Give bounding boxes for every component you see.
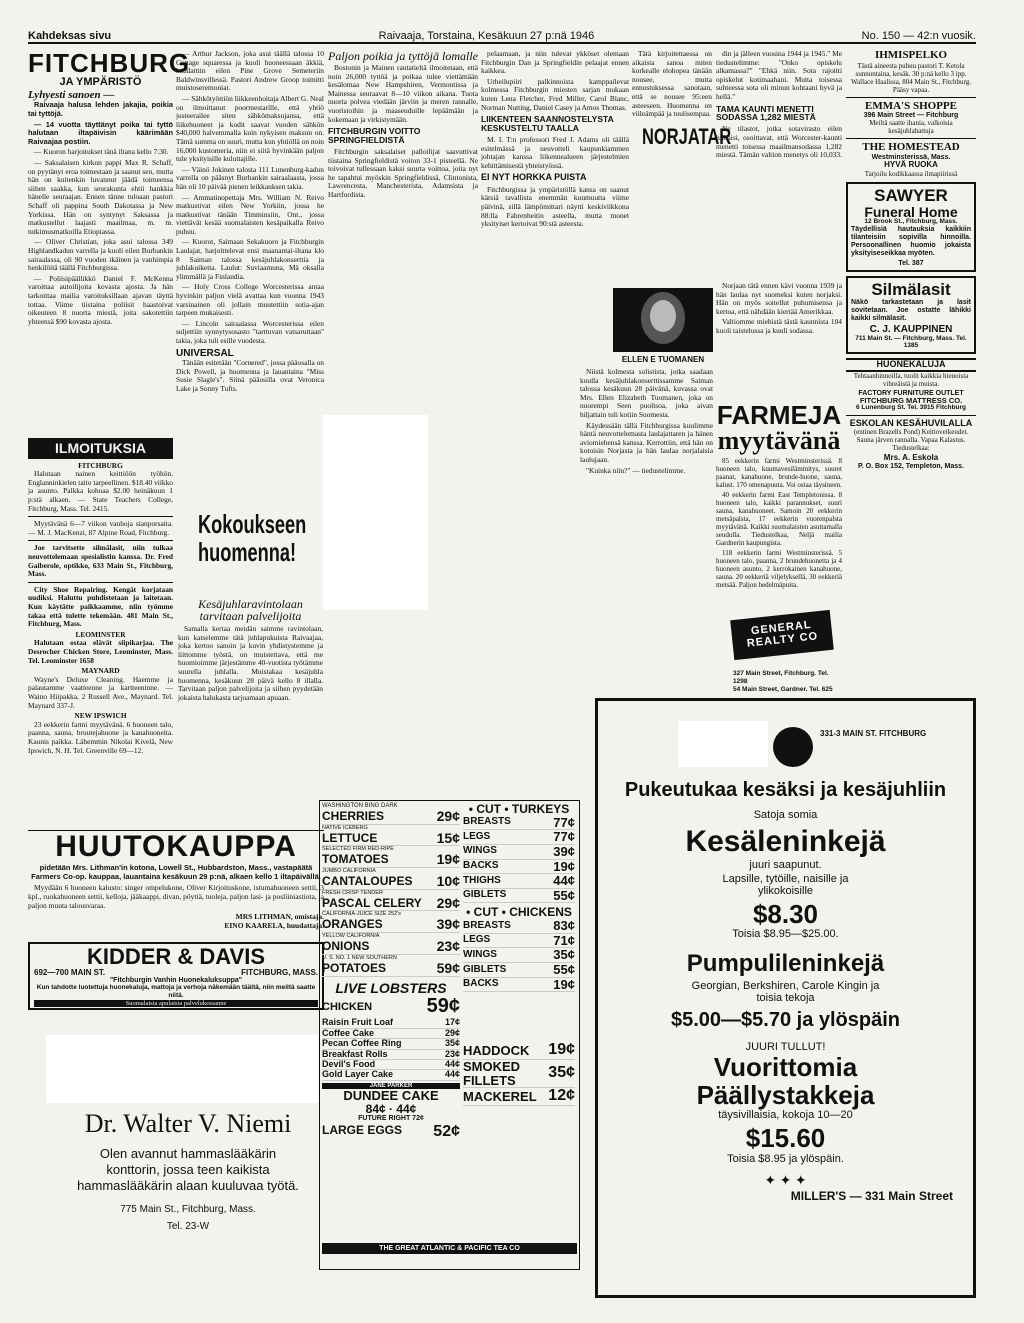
item-note: U. S. NO. 1 NEW SOUTHERN xyxy=(322,954,397,961)
millers-stars: ✦ ✦ ✦ xyxy=(764,1173,807,1189)
news-item: — Ammatinopettaja Mrs. William N. Reivo matkustivat eilen New Yorkiin, jossa he matkustivat tänään Timminsiin, Ont., jossa viettävät kesää suomalaisten kesäpaikalla Reivo puhuu. xyxy=(176,192,324,236)
ap-produce-list xyxy=(322,803,460,1243)
item-price: 44¢ xyxy=(444,1069,460,1080)
news-item: — Oliver Christian, joka asui talossa 349 Highlandkadun varrella ja kuoli eilen Burbankin sairaalassa, oli 90 vuoden ikäinen ja vanhimpia henkilöitä täällä Fitchburgissa. xyxy=(28,237,173,273)
news-item: Niistä kolmesta solistista, jotka saadaan kuulla kesäjuhlakonserttissamme Saiman talossa kesäkuun 28 päivänä, kuvassa ovat Mrs. Ellen Elizabeth Tuomanen, joka on nuorempi Seen puolisoa, joka aivan hiljattain tuli kotiin Suomesta. xyxy=(580,367,713,419)
item-name: POTATOES xyxy=(322,960,387,975)
headline-vacation: Paljon poikia ja tyttöjä lomalle xyxy=(328,49,478,63)
price-row xyxy=(322,1070,460,1080)
price-row xyxy=(463,1088,575,1106)
ad-heading: HUONEKALUJA xyxy=(846,358,976,371)
price-row xyxy=(463,830,575,845)
millers-price-cotton: $5.00—$5.70 ja ylöspäin xyxy=(670,1009,901,1032)
ad-heading: SAWYER xyxy=(874,185,948,205)
auction-caller: EINO KAARELA, huudattaja. xyxy=(224,921,324,930)
item-name: BACKS xyxy=(463,978,499,990)
item-name: CHERRIES xyxy=(322,809,385,824)
ad-heading: Silmälasit xyxy=(871,280,951,300)
classified-heading: ILMOITUKSIA xyxy=(28,438,173,459)
ap-turkey-items xyxy=(463,816,575,904)
news-item: — Saksalaisen kirkon pappi Max R. Schaff, on pyytänyt eroa toimestaan ja saanut sen, mutta hän on kuitenkin luvannut jäädä toimeensa siihen saakka, kun seurakunta ehtii hankkia hänelle seuraajan. Ennen tänne tuloaan pastori Schaff oli pappina South Dakotassa ja New Yorkissa. Hän on syntynyt Saksassa ja matkustellut laajasti maailmaa, m. m. tutkimusmatkoilla Etiopiassa. xyxy=(28,158,173,236)
item-price: 44¢ xyxy=(553,873,575,889)
price-row xyxy=(463,919,575,934)
ad-text: (entinen Brazells Pond) Keittoveikeudet. Sauna järven rannalla. Vapaa Kalastus. Tiedustelkaa: xyxy=(853,428,969,453)
item-price: 23¢ xyxy=(444,1048,460,1059)
photo-caption: ELLEN E TUOMANEN xyxy=(621,355,705,364)
column-news-6b xyxy=(716,282,842,392)
millers-logo-placeholder xyxy=(678,721,768,767)
ap-fish-items xyxy=(463,1042,575,1106)
ad-subheading: FITCHBURG MATTRESS CO. xyxy=(859,396,963,406)
millers-coats-1: Vuorittomia xyxy=(713,1052,858,1083)
ad-heading: C. J. KAUPPINEN xyxy=(869,324,953,336)
ap-eggs-price: 52¢ xyxy=(433,1122,460,1140)
item-price: 10¢ xyxy=(436,873,460,890)
ad-heading: ESKOLAN KESÄHUVILALLA xyxy=(849,417,973,428)
ap-lobster-title: LIVE LOBSTERS xyxy=(335,979,447,996)
issue-number: No. 150 — 42:n vuosik. xyxy=(861,30,976,42)
millers-new-arrival: JUURI TULLUT! xyxy=(745,1041,826,1054)
item-price: 39¢ xyxy=(553,843,575,859)
news-item: — Kuoron harjoitukset tänä iltana kello 7:30. xyxy=(34,147,169,157)
item-price: 15¢ xyxy=(436,829,460,846)
ad-heading: EMMA'S SHOPPE xyxy=(865,99,957,112)
price-row xyxy=(322,896,460,912)
headline-restaurant: Kesäjuhlaravintolaan tarvitaan palvelijoita xyxy=(198,597,303,623)
news-item: — Holy Cross College Worcesterissa antaa hyvinkin paljon vielä avattaa kun vuonna 1943 varsinainen oli jollain muutettiin sotia-ajan tarpeen mukaisesti. xyxy=(176,282,324,318)
news-item: din ja jälleen vuosina 1944 ja 1945." Me tiedustelimme: "Onko opiskelu alkamassa?" "Ehkä niin. Sota rajoitti opiskelut kotimaahani. Mutta toisessa suhteessa sota oli minun kohtaani hyvä ja hellä." xyxy=(716,49,843,101)
ad-text: Näkö tarkastetaan ja lasit sovitetaan. Joe ostatte lähikki kaikki silmälasit. xyxy=(851,299,971,323)
kidder-staff: Suomalaisia apulaisia palvelukessanne xyxy=(34,1000,318,1007)
column-soloist xyxy=(580,368,713,718)
headline-county: TAMA KAUNTI MENETTI SODASSA 1,282 MIESTÄ xyxy=(716,103,816,123)
ap-chicken-label: CHICKEN xyxy=(322,1000,373,1013)
dentist-address: 775 Main St., Fitchburg, Mass. xyxy=(120,1204,256,1215)
classified-item: NEW IPSWICH xyxy=(74,711,127,721)
item-price: 44¢ xyxy=(444,1058,460,1069)
auction-ad xyxy=(28,830,324,935)
kidder-davis-ad xyxy=(28,942,324,1010)
portrait-image xyxy=(613,288,713,352)
kidder-city: FITCHBURG, MASS. xyxy=(241,968,318,977)
ad-subheading: FACTORY FURNITURE OUTLET xyxy=(858,389,964,397)
news-item: Fitchburgin saksalaiset palloilijat saavuttivat tiistaina Springfieldistä voiton 33-1 pisteellä. Ne toivoivat tullessaan kaksi suurta voittoa, joita nyt he tapahtui myöskin Springfieldissä, Clintonista, Lawrencesta, Manchesterista, Adamsista ja Hartfordista. xyxy=(328,147,478,199)
headline-traffic: LIIKENTEEN SAANNOSTELYSTA KESKUSTELTU TAALLA xyxy=(481,114,614,134)
millers-cotton-dresses: Pumpulileninkejä xyxy=(686,950,885,978)
ad-text: Tehtaanhinnoilla, tuolit kaikkia hienoista vihreäistä ja muista. xyxy=(853,371,969,388)
item-price: 29¢ xyxy=(436,808,460,824)
headline-heat: EI NYT HORKKA PUISTA xyxy=(481,172,587,183)
news-item: M. I. T:n professori Fred J. Adams oli täällä esitelmässä ja neuvotteli kaupunkiammen johtajan kanssa liikennealueen järjestelmien kehittämisestä yhteistyössä. xyxy=(481,135,629,170)
millers-coats-sizes: täysivillaisia, kokoja 10—20 xyxy=(718,1109,853,1122)
millers-range-coats: Toisia $8.95 ja ylöspäin. xyxy=(727,1152,844,1165)
column-news-6 xyxy=(716,50,842,280)
item-name: Raisin Fruit Loaf xyxy=(322,1017,394,1028)
item-name: THIGHS xyxy=(463,874,501,886)
item-name: BACKS xyxy=(463,860,499,872)
meeting-banner: Kokoukseen huomenna! xyxy=(198,509,307,567)
price-row xyxy=(322,961,460,977)
ad-phone: Tel. 387 xyxy=(898,260,924,268)
news-item: Samalla kertaa meidän saimme ravintolaan, kun katselemme tätä juhlapukuista Raivaajaa, joka kertoo sanoin ja kuvin yhdistystemme ja liittomme työstä, on muistettava, että me huomioimme järjestämme 40-vuotista työtämme suurella juhlalla. Muistakaa kesäjuhla huomenna, kesäkuun 28 päivä kello 8 illalla. Tarvitaan paljon palvelijoita ja siihen pyydetään jokaista halukasta tarjoamaan apuaan. xyxy=(178,624,323,702)
news-item: — Arthur Jackson, joka asui täällä talossa 10 Cottage squaressa ja kuoli huoneessaan äkkiä, haudattiin eilen Pine Grove Semeteriin Baldwinsvillessä. Pastori Andrew Groop toimitti muistoseremoniat. xyxy=(176,49,324,93)
price-row xyxy=(463,948,575,963)
theater-heading: UNIVERSAL xyxy=(176,347,234,359)
item-name: CANTALOUPES xyxy=(322,874,413,889)
news-item: — Sähkötyöttiön liikkeenhoitaja Albert G. Neal on ilmoittanut poormestarille, että yhtiö justeerailee siten sähkömaksujansa, että liikehuoneet ja kodit saavat vuoden sähkön $40,000 halvemmalla kuin nykyisen maksun on. Tämä summa on suuri, mutta kun yhtiöllä on noin 16,000 kustomeria, niin ei siitä hyvinkään paljon tule yksityisille kuluttajille. xyxy=(176,93,325,164)
item-price: 39¢ xyxy=(436,916,460,933)
price-row xyxy=(463,1060,575,1088)
millers-brands: Georgian, Berkshiren, Carole Kingin ja toisia tekoja xyxy=(691,980,880,1005)
item-price: 35¢ xyxy=(548,1064,575,1082)
ad-text: Meiltä saatte ihania, valkoisia kesäjuhlahattuja xyxy=(869,119,953,136)
item-name: BREASTS xyxy=(463,816,511,828)
price-row xyxy=(322,852,460,868)
restaurant-article xyxy=(178,598,323,778)
masthead xyxy=(28,30,976,44)
item-name: LEGS xyxy=(463,934,491,946)
ad-subheading: HYVÄ RUOKA xyxy=(884,160,938,170)
item-name: PASCAL CELERY xyxy=(322,895,422,910)
ap-future: FUTURE RIGHT 72¢ xyxy=(358,1115,424,1123)
realty-logo: GENERAL REALTY CO xyxy=(730,610,834,660)
kidder-text: Kun tahdotte luotettuja huonekaluja, mattoja ja verhoja näkemään täältä, niin meiltä saatte niitä. xyxy=(36,984,316,999)
classified-item: Wayne's Deluxe Cleaning. Haemme ja palautamme vaatteenne ja kartteeninne. — Waino Hiipakka, 2 Russell Ave., Maynard. Tel. Maynard 337-J. xyxy=(28,674,173,710)
dentist-name: Dr. Walter V. Niemi xyxy=(84,1109,292,1138)
item-name: ORANGES xyxy=(322,917,383,932)
section-subtitle: JA YMPÄRISTÖ xyxy=(59,76,142,89)
item-price: 29¢ xyxy=(436,894,460,911)
ad-address: 396 Main Street — Fitchburg xyxy=(863,112,959,120)
headline-norjatar: NORJATAR xyxy=(642,123,732,149)
column-news-5 xyxy=(632,49,732,278)
item-price: 17¢ xyxy=(444,1017,460,1028)
price-row xyxy=(322,809,460,825)
millers-price-dresses: $8.30 xyxy=(752,899,819,929)
item-name: Devil's Food xyxy=(322,1058,376,1069)
ap-meat-list xyxy=(463,803,575,1243)
item-price: 35¢ xyxy=(444,1038,460,1049)
item-name: ONIONS xyxy=(322,939,370,954)
ad-address: 12 Brook St., Fitchburg, Mass. xyxy=(864,218,958,226)
classified-item: City Shoe Repairing. Kengät korjataan uudiksi. Haluttu puhdistetaan ja laitetaan. Kun käytätte paikkaamme, niin työmme takaa että tulette tekemään. 481 Main St., Fitchburg, Mass. xyxy=(28,584,173,629)
millers-ad xyxy=(595,698,976,1298)
item-price: 19¢ xyxy=(436,851,460,868)
news-item: — Kuorot, Saimaan Sekakuoro ja Fitchburgin Laulajat, harjoittelevat ensi maanantai-iltana klo 8 Saiman talossa kesäjuhlakonserttia ja juhlakuiketta. Laulut: Suviaamuna, Mä oksalla ylimmällä ja Finlandia. xyxy=(176,237,324,281)
ap-dundee-prices: 84¢ · 44¢ xyxy=(365,1101,417,1116)
ad-heading: IHMISPELKO xyxy=(874,49,948,61)
item-name: GIBLETS xyxy=(463,889,507,901)
item-price: 59¢ xyxy=(436,959,460,976)
kidder-address: 692—700 MAIN ST. xyxy=(34,968,106,977)
millers-coats-2: Päällystakkeja xyxy=(696,1080,875,1111)
news-item: Tätä kirjoitettaessa on aikaista sanoa miten korkealle elohopea tänään nousee, mutta ennustuksessa sanotaan, että se nousee 95:een asteeseen. Huomenna on viileämpää ja tuulisempaa. xyxy=(632,49,712,119)
kidder-title: KIDDER & DAVIS xyxy=(86,944,266,969)
item-name: SMOKED FILLETS xyxy=(463,1059,521,1088)
ap-chicken-items xyxy=(463,919,575,992)
price-row xyxy=(463,860,575,875)
column-ads xyxy=(846,50,976,690)
item-name: LEGS xyxy=(463,830,491,842)
item-note: JUMBO CALIFORNIA xyxy=(322,868,376,875)
dentist-text: Olen avannut hammaslääkärin konttorin, jossa teen kaikista hammaslääkärin alaan kuuluvaa työtä. xyxy=(77,1146,299,1193)
farm-listing: 40 eekkerin farmi East Templetonissa. 8 huoneen talo, kaikki parannukset, suuri sauna, kanahuoneet. Samoin 20 eekkerin metsäpalsta, 17 eekkerin vuorenpalsta myytävänä. Kaikki suomalaisten asuttamalla seudulla. Tiedustelkaa, Neljä mailia Gardnerin kaupungista. xyxy=(716,491,842,547)
price-row xyxy=(463,978,575,993)
item-price: 77¢ xyxy=(553,814,575,830)
price-row xyxy=(463,874,575,889)
price-row xyxy=(322,1039,460,1049)
news-item: — Poliisipäällikkö Daniel F. McKenna varoittaa autoilijoita kovasta ajosta. Ja hän tarkoittaa mailia varoituksillaan ajavan täyttä tottaa. Viime tiistaina poliisit haastoivat oikeuteen 8 nuorta miestä, joita sakotettiin yhteensä $90 kovasta ajosta. xyxy=(28,273,173,326)
millers-price-coats: $15.60 xyxy=(745,1123,826,1154)
item-name: LETTUCE xyxy=(322,830,378,845)
auction-where: pidetään Mrs. Lithman'in kotona, Lowell St., Hubbardston, Mass., vastapäätä Farmers Co-op. kauppaa, lauantaina kesäkuun 29 p:nä, alkaen kello 1 iltapäivällä. xyxy=(31,863,321,881)
price-row xyxy=(463,934,575,949)
item-name: WINGS xyxy=(463,948,497,960)
auction-title: HUUTOKAUPPA xyxy=(55,830,297,863)
price-row xyxy=(322,917,460,933)
price-row xyxy=(322,874,460,890)
price-row xyxy=(463,1042,575,1060)
ap-produce-items xyxy=(322,809,460,977)
item-note: YELLOW CALIFORNIA xyxy=(322,933,380,940)
item-name: Pecan Coffee Ring xyxy=(322,1038,402,1049)
news-item: "Kuinka niin?" — tiedustelimme. xyxy=(586,465,686,475)
news-item: Ne tilastot, jotka sotavirasto eilen julkaisi, osoittavat, että Worcester-kaunti menetti toisessa maailmansodassa 1,282 miestä. Tämän valtion menetys oli 10,033. xyxy=(716,124,842,160)
item-price: 19¢ xyxy=(553,858,575,874)
item-name: TOMATOES xyxy=(322,852,389,867)
classified-item: LEOMINSTER xyxy=(75,629,126,639)
section-label: Kahdeksas sivu xyxy=(28,30,112,42)
ad-heading: Funeral Home xyxy=(864,203,958,220)
item-note: CALIFORNIA-JUICE SIZE 252's xyxy=(322,911,401,918)
section-title: FITCHBURG xyxy=(28,48,191,78)
theater-item: Tänään esitetään "Cornered", jossa pääosalla on Dick Powell, ja huomenna ja lauantaina "Miss Susie Slagle's". Siinä pääosilla ovat Veronica Lake ja Sonny Tufts. xyxy=(176,358,324,393)
ad-text: Tästä aineesta puhuu pastori T. Ketola sunnuntaina, kesäk. 30 p:nä kello 3 ipp. Wallace Haalissa, 804 Main St., Fitchburg. Pääsy vapaa. xyxy=(850,61,972,94)
price-row xyxy=(322,831,460,847)
news-item: — Lincoln sairaalassa Worcesterissa eilen suljettiin synnytysosasto "tarttuvan vatsaruttaan" takia, joka tuli esille vuodesta. xyxy=(176,318,324,345)
millers-arrived: juuri saapunut. xyxy=(749,859,822,871)
dentist-ad xyxy=(53,1110,323,1295)
ad-text: Täydellisiä hautauksia kaikkiin tilanteisiin sopivilla hinnoilla. Persoonallinen huomio jokaista yksityiseseikkaa myöten. xyxy=(851,226,971,258)
item-name: WINGS xyxy=(463,845,497,857)
farm-listing: 118 eekkerin farmi Westminsterissä. 5 huoneen talo, paanna, 2 brundehuonetta ja 4 huoneen asunto, 2 kerrokainen kanahuone, sauna. 20 eekkeriä viljelyksellä, 30 eekkeriä metsää. Paljon hedelmäpuita. xyxy=(716,549,842,589)
news-item: pelaamaan, ja niin tulevat ykköset olemaan Fitchburgin Dan ja Springfieldin pelaajat ennen kaikkea. xyxy=(481,49,629,76)
item-name: MACKEREL xyxy=(463,1088,537,1104)
news-item: — Väinö Jokinen talosta 111 Lunenburg-kadun varrella on pääsnyt Burbankin sairaalaasta, jossa hän oli 10 päivää pienen leikkauksen takia. xyxy=(176,164,324,191)
price-row xyxy=(463,963,575,978)
price-row xyxy=(463,889,575,904)
ap-bakery-items xyxy=(322,1018,460,1081)
item-price: 55¢ xyxy=(553,887,575,903)
column-news-2 xyxy=(176,50,324,490)
ap-eggs-label: LARGE EGGS xyxy=(322,1122,403,1137)
newspaper-page xyxy=(28,30,976,1298)
ad-heading: THE HOMESTEAD xyxy=(862,141,960,154)
classified-item: FITCHBURG xyxy=(78,460,123,470)
farm-listing: 85 eekkerin farmi Westminsterissä. 8 huoneen talo, kuumavesilämmitys, suuret paanat, kanahuone, brunde-huone, sauna, kalust. 170 omenapuuta. Voi ostaa täysineen. xyxy=(716,457,842,489)
classified-item: MAYNARD xyxy=(81,666,120,676)
item-price: 55¢ xyxy=(553,961,575,977)
column-news-4 xyxy=(481,50,629,420)
classified-item: Halutaan ostaa elävät siipikarjaa. The Desrocher Chicken Store, Leominster, Mass. Tel. Leominster 1658 xyxy=(28,638,173,665)
item-price: 77¢ xyxy=(553,829,575,845)
ap-jane-parker: JANE PARKER xyxy=(322,1083,460,1089)
kidder-slogan: "Fitchburgin Vanhin Huonekaluksuppa" xyxy=(109,977,243,984)
millers-address: 331-3 MAIN ST. FITCHBURG xyxy=(820,729,927,738)
item-price: 12¢ xyxy=(548,1087,575,1105)
item-price: 29¢ xyxy=(444,1027,460,1038)
millers-sub: Satoja somia xyxy=(753,809,818,821)
notice-carriers: Raivaaja halusa lehden jakajia, poikia tai tyttöjä. xyxy=(28,100,173,119)
dentist-phone: Tel. 23-W xyxy=(166,1221,210,1232)
classified-item: Joe tarvitsette silmälasit, niin tulkaa neuvottelemaan spesialistin kanssa. Dr. Fred Gaiberole, optikko, 633 Main St., Fitchburg, Mass. xyxy=(28,543,173,579)
ap-turkey-title: • CUT • TURKEYS xyxy=(468,802,570,816)
millers-headline: Pukeutukaa kesäksi ja kesäjuhliin xyxy=(624,779,947,801)
millers-sizes: Lapsille, tytöille, naisille ja ylikokoisille xyxy=(722,873,849,897)
classified-column xyxy=(28,438,173,828)
ad-address: P. O. Box 152, Templeton, Mass. xyxy=(858,462,964,470)
news-item: Fitchburgissa ja ympäristöllä kansa on saanut kärsiä tavallista enemmän kuumuutta viime päivinä, sillä lämpömittari näytti keskiviikkona 88:lla Fahrenheitin asteella, mutta monet yksityiset kertoivat 90:stä asteesta. xyxy=(481,184,629,229)
item-name: Gold Layer Cake xyxy=(322,1069,394,1080)
item-note: SELECTED FIRM RED-RIPE xyxy=(322,846,394,853)
item-price: 23¢ xyxy=(436,938,460,955)
ap-chicken-price: 59¢ xyxy=(426,995,460,1018)
item-name: GIBLETS xyxy=(463,963,507,975)
item-price: 35¢ xyxy=(553,947,575,963)
ad-address: 711 Main St. — Fitchburg, Mass. Tel. 1385 xyxy=(855,334,967,349)
ap-footer: THE GREAT ATLANTIC & PACIFIC TEA CO xyxy=(322,1243,577,1254)
column-fitchburg xyxy=(28,48,191,435)
item-name: Coffee Cake xyxy=(322,1027,375,1038)
ad-address: Westminsterissä, Mass. xyxy=(871,153,951,161)
item-note: FRESH CRISP TENDER xyxy=(322,889,383,896)
millers-summer-dresses: Kesäleninkejä xyxy=(685,825,886,858)
farms-title: FARMEJA xyxy=(716,400,842,430)
millers-footer: MILLER'S — 331 Main Street xyxy=(790,1188,953,1203)
ad-text: Tarjoilu kodikkaassa ilmapiirissä xyxy=(864,169,958,178)
news-item: Bostonin ja Mainen rautatieltä ilmoitetaan, että noin 26,000 tyttöä ja poikaa tulee viettämään kesälomaa New Hampshiren, Vermontissa ja Mainessa seuraavat 8—10 viikon aikana. Tuota nuorta polvea viedään järviin ja meren rannalle, vuoristoihin ja maaseuduille lepäämään ja kokemaan ja virkistymään. xyxy=(328,63,478,124)
news-item: Urheilupiiri palkinnoista kamppailevat kolmessa Fitchburgin miesten sarjan mukaan kuten Lena Fletcher, Fred Miller, Carol Blanc, Norman Nutting, Daniel Casey ja Amos Thomas. xyxy=(481,76,629,112)
ap-grocery-ad xyxy=(319,800,580,1270)
notice-wrapper: — 14 vuotta täyttänyt poika tai tyttö halutaan iltapäivisin käärimään Raivaajaa postiin. xyxy=(28,119,173,146)
classified-list xyxy=(28,462,173,755)
item-name: BREASTS xyxy=(463,919,511,931)
classified-item: 23 eekkerin farmi myytävänä. 6 huoneen talo, paanna, sauna, bruutejahuone ja kanahuoneita. Kaunis paikka. Lähemmin Nikolai Kivelä, New Ipswich, N. H. Tel. Greenville 69—12. xyxy=(28,719,173,755)
auction-owner: MRS LITHMAN, omistaja. xyxy=(235,912,324,921)
item-name: Breakfast Rolls xyxy=(322,1048,388,1059)
price-row xyxy=(322,939,460,955)
item-price: 83¢ xyxy=(553,918,575,934)
item-name: HADDOCK xyxy=(463,1042,530,1058)
item-price: 71¢ xyxy=(553,932,575,948)
ap-chicken-title: • CUT • CHICKENS xyxy=(466,905,572,920)
news-item: Norjaan tätä ennen kävi vuonna 1939 ja hän laulaa nyt suomeksi kuten norjaksi. Hän on myös soitellut puhumisensa ja kertoa, että nähdään kiertää Amerikkaa. xyxy=(716,281,842,316)
ap-top-note: WASHINGTON BING DARK xyxy=(322,803,398,809)
classified-item: Myytävänä 6—7 viikon vanhoja sianporsaita. — M. J. MacKenzi, 87 Alpine Road, Fitchburg. xyxy=(28,519,173,537)
item-price: 19¢ xyxy=(548,1041,575,1059)
price-row xyxy=(463,845,575,860)
column-news-3 xyxy=(328,50,478,420)
item-price: 19¢ xyxy=(553,976,575,992)
millers-range-dresses: Toisia $8.95—$25.00. xyxy=(732,928,839,941)
ad-contact: Mrs. A. Eskola xyxy=(883,453,939,463)
millers-badge-icon xyxy=(773,727,813,767)
news-item: Käydessään tällä Fitchburgissa kuulimme häntä neuvottelemasta laulajattaren ja hänen aviomiehensä kanssa. Kerrottiin, että hän on kotoisin Norjasta ja hän laulaa norjalaisia laulujaan. xyxy=(580,420,713,464)
blank-ad-space xyxy=(46,1035,318,1103)
news-item: Valtiomme miehistä tästä kaunnista 104 kuoli taistelussa ja kuuli sodassa. xyxy=(716,317,842,335)
auction-items: Myydään 6 huoneen kalusto: singer ompelukone, Oliver Kirjoituskone, istumahuoneen settii, 3 kpl., ruokahuoneen settii, kelloja, jääkaappi, divan, pöytiä, tuoleja, paljon lasi- ja posliiniastiota, ja paljon muuta talousvaraa. xyxy=(28,883,324,910)
realty-address: 327 Main Street, Fitchburg. Tel. 1298 54 Main Street, Gardner. Tel. 625 xyxy=(733,670,833,693)
ad-address: 6 Lunenburg St. Tel. 3915 Fitchburg xyxy=(855,404,967,412)
section-deck: Lyhyesti sanoen — xyxy=(28,88,115,101)
farms-subtitle: myytävänä xyxy=(717,426,841,455)
price-row xyxy=(463,816,575,831)
photo-tuomanen xyxy=(613,288,713,352)
headline-baseball: FITCHBURGIN VOITTO SPRINGFIELDISTÄ xyxy=(328,126,421,146)
ap-dundee-title: DUNDEE CAKE xyxy=(343,1088,439,1104)
classified-item: Halutaan nainen keittiöön työhön. Englanninkielen taito tarpeellinen. $18.40 viikko ja asunto. Palkka kohoaa $2.00 heinäkuun 1 p:stä alkaen. — State Teachers College, Fitchburg, Mass. Tel. 2415. xyxy=(28,469,173,513)
paper-date: Raivaaja, Torstaina, Kesäkuun 27 p:nä 1946 xyxy=(378,30,595,42)
item-note: NATIVE ICEBERG xyxy=(322,824,368,831)
photo-placeholder xyxy=(323,415,428,610)
